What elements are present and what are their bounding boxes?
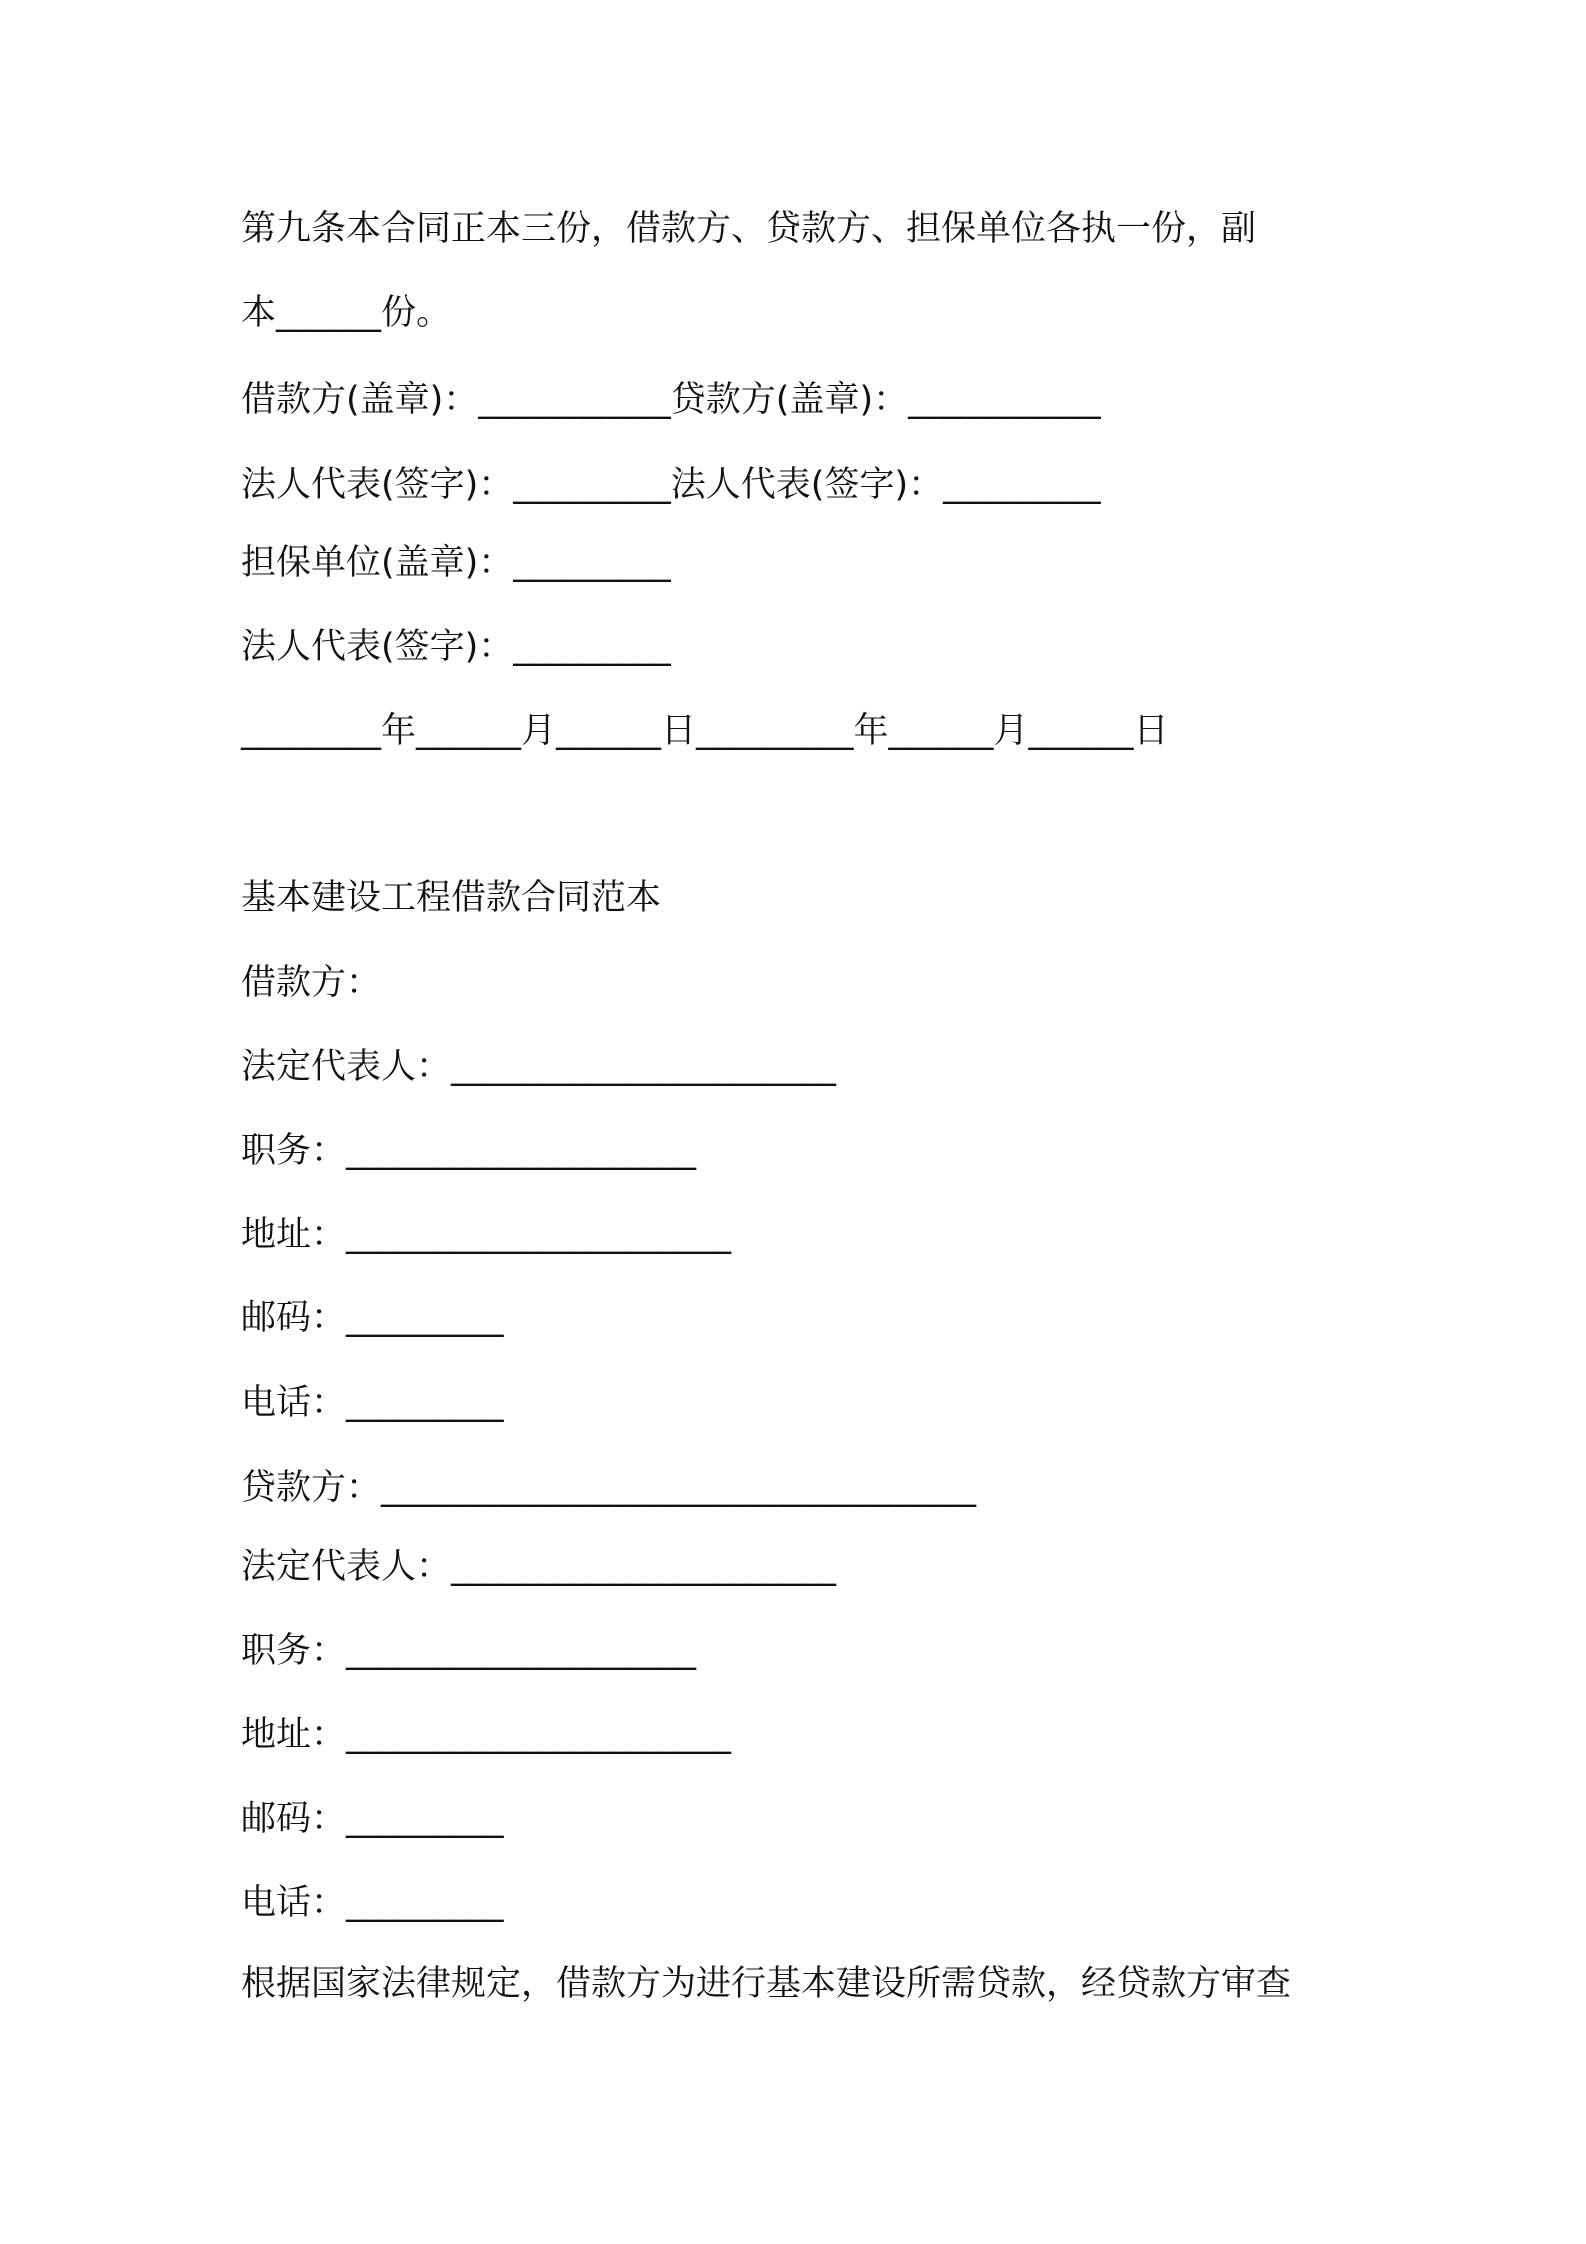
borrower-postcode-field: 邮码：_________ [241,1298,504,1338]
date-line: ________年______月______日_________年______月______日 [241,711,1169,751]
lender-position-field: 职务：____________________ [241,1631,697,1671]
guarantor-rep-signature-line: 法人代表(签字)：_________ [241,627,671,667]
borrower-position-field: 职务：____________________ [241,1131,697,1171]
guarantor-seal-line: 担保单位(盖章)：_________ [241,543,671,583]
borrower-label: 借款方： [241,963,382,1003]
lender-field: 贷款方：__________________________________ [241,1468,977,1508]
clause-9-line-2: 本______份。 [241,293,452,333]
borrower-legal-rep-field: 法定代表人：______________________ [241,1047,837,1087]
legal-rep-signature-line: 法人代表(签字)：_________法人代表(签字)：_________ [241,465,1101,505]
lender-phone-field: 电话：_________ [241,1883,504,1923]
body-paragraph-line: 根据国家法律规定，借款方为进行基本建设所需贷款，经贷款方审查 [241,1964,1292,2004]
borrower-phone-field: 电话：_________ [241,1383,504,1423]
borrower-address-field: 地址：______________________ [241,1215,732,1255]
clause-9-line-1: 第九条本合同正本三份，借款方、贷款方、担保单位各执一份，副 [241,209,1257,249]
lender-postcode-field: 邮码：_________ [241,1799,504,1839]
document-title: 基本建设工程借款合同范本 [241,878,662,918]
borrower-lender-seal-line: 借款方(盖章)：___________贷款方(盖章)：___________ [241,380,1101,420]
lender-address-field: 地址：______________________ [241,1715,732,1755]
lender-legal-rep-field: 法定代表人：______________________ [241,1547,837,1587]
